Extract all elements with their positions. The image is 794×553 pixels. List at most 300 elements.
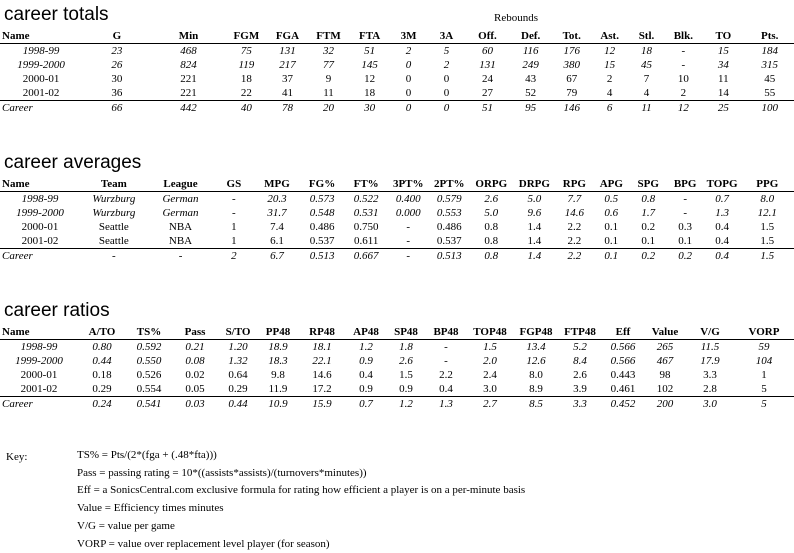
stat-cell: 9.6 [527,207,542,219]
stat-cell: 18.9 [268,341,288,353]
stat-cell: 1.4 [527,235,542,247]
stat-cell: 0.592 [136,341,162,353]
stat-cell: - [232,207,236,219]
stat-cell: 0.541 [126,397,172,412]
stat-cell: 0 [390,101,428,116]
stat-cell: 0.1 [678,235,693,247]
table-row [0,368,794,382]
stat-cell: 9.8 [271,369,285,381]
key-definition-line: V/G = value per game [77,519,175,532]
stat-cell: 1.3 [715,207,729,219]
stat-cell: 4 [643,87,650,99]
stat-cell: 11 [323,87,334,99]
stat-cell: 0 [405,87,412,99]
stat-cell: 34 [717,59,729,71]
stat-cell: 5.2 [573,341,587,353]
column-header: V/G [686,325,734,340]
career-label: Career [0,249,80,264]
stat-cell: 0.4 [704,249,741,264]
stat-cell: 67 [566,73,578,85]
stat-cell: 249 [522,59,539,71]
stat-cell: 23 [111,45,123,57]
stat-cell: 17.2 [312,383,332,395]
stat-cell: 2 [443,59,450,71]
stat-cell: 0.443 [610,369,636,381]
stat-cell: 51 [364,45,376,57]
stat-cell: 217 [279,59,296,71]
stat-cell: 1.5 [760,235,775,247]
table-row [0,340,794,355]
column-header: FGP48 [514,325,558,340]
stat-cell: NBA [168,235,193,247]
stat-cell: - [388,249,429,264]
season-cell: 2001-02 [20,383,58,395]
column-header: 2PT% [429,177,470,192]
stat-cell: 52 [525,87,537,99]
column-header: FG% [300,177,345,192]
stat-cell: 1.20 [228,341,248,353]
stat-cell: 221 [180,73,197,85]
column-header: TS% [126,325,172,340]
stat-cell: 20.3 [267,193,287,205]
career-totals-table [0,29,794,115]
header-row [0,29,794,44]
season-cell: 2000-01 [22,73,60,85]
season-cell: 1998-99 [20,341,58,353]
stat-cell: 0.667 [345,249,388,264]
stat-cell: 0.537 [309,235,335,247]
table-row [0,72,794,86]
season-cell: 2001-02 [22,87,60,99]
stat-cell: - [232,193,236,205]
stat-cell: 100 [745,101,794,116]
stat-cell: 59 [758,341,770,353]
column-header: ORPG [470,177,513,192]
column-header: 3M [390,29,428,44]
key-definition-line: VORP = value over replacement level player (for season) [77,537,330,550]
column-header: MPG [254,177,299,192]
section-title-totals: career totals [4,4,109,25]
stat-cell: 1 [231,235,237,247]
stat-cell: 0.29 [92,383,112,395]
stat-cell: 0 [405,59,412,71]
stat-cell: 8.5 [514,397,558,412]
stat-cell: 18.3 [268,355,288,367]
stat-cell: 2.6 [573,369,587,381]
stat-cell: 1.5 [760,221,775,233]
stat-cell: 18.1 [312,341,332,353]
stat-cell: 0.1 [641,235,656,247]
key-definitions [77,447,525,553]
stat-cell: - [444,355,448,367]
stat-cell: 12 [665,101,701,116]
column-header: G [82,29,152,44]
stat-cell: 13.4 [526,341,546,353]
stat-cell: 6.1 [270,235,284,247]
column-header: TO [701,29,745,44]
stat-cell: 11 [718,73,729,85]
stat-cell: 0.750 [353,221,379,233]
stat-cell: 0.8 [484,221,499,233]
stat-cell: 31.7 [267,207,287,219]
stat-cell: 0.6 [604,207,619,219]
stat-cell: 5.0 [484,207,499,219]
stat-cell: 0.566 [610,341,636,353]
career-row [0,249,794,264]
stat-cell: 5 [761,383,767,395]
stat-cell: 0.611 [353,235,379,247]
stat-cell: 7.4 [270,221,284,233]
stat-cell: 824 [180,59,197,71]
stat-cell: 0.579 [436,193,462,205]
stat-cell: 43 [525,73,537,85]
column-header: TOPG [704,177,741,192]
column-header: AP48 [346,325,386,340]
column-header: PPG [741,177,794,192]
stat-cell: 1 [231,221,237,233]
table-row [0,354,794,368]
stat-cell: 0.4 [439,383,453,395]
stat-cell: 60 [482,45,493,57]
season-cell: 1998-99 [21,193,59,205]
stat-cell: 0.573 [309,193,335,205]
stat-cell: 2.2 [567,221,582,233]
key-definition-line: TS% = Pts/(2*(fga + (.48*fta))) [77,449,217,461]
stat-cell: 0.44 [92,355,112,367]
column-header: Ast. [592,29,628,44]
column-header: RP48 [298,325,346,340]
stat-cell: 221 [180,87,197,99]
stat-cell: 0.5 [604,193,619,205]
column-header: A/TO [78,325,126,340]
stat-cell: 0.400 [395,193,421,205]
stat-cell: 8.4 [573,355,587,367]
career-row [0,397,794,412]
stat-cell: 5 [443,45,450,57]
stat-cell: 0.522 [353,193,379,205]
stat-cell: - [444,341,448,353]
table-row [0,192,794,207]
stat-cell: - [683,193,687,205]
stat-cell: 0.29 [228,383,248,395]
stat-cell: 0.461 [610,383,636,395]
stat-cell: 24 [482,73,493,85]
stat-cell: 15.9 [298,397,346,412]
column-header: DRPG [513,177,556,192]
stat-cell: 18 [240,73,252,85]
key-label: Key: [6,451,28,463]
stat-cell: Wurzburg [92,193,136,205]
stat-cell: 0.452 [602,397,644,412]
stat-cell: 0.03 [172,397,218,412]
stat-cell: 0.4 [715,221,729,233]
stat-cell: 45 [640,59,652,71]
stat-cell: 0 [427,101,465,116]
stat-cell: 0.05 [185,383,205,395]
stat-cell: 0.4 [359,369,373,381]
table-row [0,86,794,101]
stat-cell: 95 [510,101,552,116]
stat-cell: NBA [168,221,193,233]
table-row [0,234,794,249]
stat-cell: 0.7 [715,193,729,205]
career-averages-table [0,177,794,263]
stat-cell: 18 [364,87,376,99]
column-header: Min [152,29,226,44]
stat-cell: 1.2 [359,341,373,353]
career-label: Career [0,397,78,412]
column-header: Name [0,29,82,44]
column-header: SP48 [386,325,426,340]
stat-cell: 11.9 [268,383,288,395]
stat-cell: 5.0 [527,193,542,205]
stat-cell: 0.566 [610,355,636,367]
stat-cell: 15 [604,59,616,71]
column-header: Off. [465,29,509,44]
stat-cell: 9 [325,73,332,85]
stat-cell: 2 [213,249,254,264]
column-header: GS [213,177,254,192]
stat-cell: 0.550 [136,355,162,367]
stat-cell: 0.537 [436,235,462,247]
stat-cell: 0.18 [92,369,112,381]
stat-cell: 66 [82,101,152,116]
stat-cell: - [683,207,687,219]
stat-cell: 2 [405,45,412,57]
stat-cell: 0.7 [346,397,386,412]
column-header: Pass [172,325,218,340]
stat-cell: 0 [405,73,412,85]
stat-cell: 14.6 [564,207,584,219]
table-row [0,44,794,59]
stat-cell: 79 [566,87,578,99]
column-header: APG [593,177,630,192]
stat-cell: 2 [606,73,613,85]
stat-cell: - [681,45,686,57]
stat-cell: 22 [240,87,252,99]
stat-cell: 1.5 [483,341,497,353]
stat-cell: 1.32 [228,355,248,367]
column-header: FGA [267,29,307,44]
stat-cell: 0.1 [593,249,630,264]
stat-cell: 0.513 [300,249,345,264]
stat-cell: 265 [656,341,674,353]
stat-cell: 0.8 [484,235,499,247]
stat-cell: 37 [281,73,293,85]
stat-cell: 77 [323,59,334,71]
stat-cell: 2.8 [703,383,717,395]
column-header: BPG [667,177,704,192]
stat-cell: 8.9 [529,383,543,395]
stat-cell: 14 [717,87,729,99]
stat-cell: 25 [701,101,745,116]
stat-cell: 1.7 [641,207,656,219]
stat-cell: 45 [764,73,776,85]
column-header: BP48 [426,325,466,340]
header-row [0,177,794,192]
career-label: Career [0,101,82,116]
stat-cell: 22.1 [312,355,332,367]
stat-cell: 1.3 [426,397,466,412]
stat-cell: 30 [350,101,390,116]
column-header: TOP48 [466,325,514,340]
stat-cell: 17.9 [700,355,720,367]
stat-cell: 176 [563,45,580,57]
stat-cell: 98 [659,369,671,381]
stat-cell: 2.4 [483,369,497,381]
stat-cell: 0.554 [136,383,162,395]
stat-cell: 3.9 [573,383,587,395]
stat-cell: 146 [552,101,592,116]
stat-cell: 3.3 [558,397,602,412]
column-header: PP48 [258,325,298,340]
stat-cell: 55 [764,87,776,99]
stat-cell: 3.3 [703,369,717,381]
column-header: Team [80,177,148,192]
stat-cell: 2.2 [556,249,593,264]
stat-cell: 0.548 [309,207,335,219]
key-definition-line: Value = Efficiency times minutes [77,502,224,515]
column-header: Pts. [745,29,794,44]
section-title-averages: career averages [4,152,142,173]
stat-cell: 10 [677,73,689,85]
season-cell: 1998-99 [22,45,60,57]
stat-cell: 104 [755,355,773,367]
column-header: FTM [307,29,349,44]
stat-cell: 0.08 [185,355,205,367]
stat-cell: 5 [734,397,794,412]
key-definition-line: Eff = a SonicsCentral.com exclusive formula for rating how efficient a player is on a per-minute basis [77,484,526,497]
stat-cell: 0.4 [715,235,729,247]
stat-cell: 40 [225,101,267,116]
stat-cell: 2.7 [466,397,514,412]
stat-cell: 0.486 [436,221,462,233]
stat-cell: - [406,221,411,233]
season-cell: 2001-02 [21,235,59,247]
section-title-ratios: career ratios [4,300,110,321]
stat-cell: 131 [479,59,496,71]
stat-cell: - [406,235,411,247]
stat-cell: 11 [628,101,666,116]
stat-cell: 36 [111,87,123,99]
stat-cell: 0.8 [470,249,513,264]
stat-cell: 0.9 [359,383,373,395]
stat-cell: 0.80 [92,341,112,353]
stat-cell: 0.9 [399,383,413,395]
stat-cell: German [162,193,199,205]
stat-cell: 0.64 [228,369,248,381]
stat-cell: 0.526 [136,369,162,381]
stat-cell: Seattle [98,221,129,233]
column-header: 3PT% [388,177,429,192]
stat-cell: 0.513 [429,249,470,264]
stat-cell: 30 [111,73,123,85]
stat-cell: 0.1 [604,235,619,247]
stat-cell: 1.4 [527,221,542,233]
table-row [0,58,794,72]
stat-cell: 2.6 [484,193,499,205]
stat-cell: 2.2 [439,369,453,381]
stat-cell: 380 [563,59,580,71]
stat-cell: Seattle [98,235,129,247]
column-header: FGM [225,29,267,44]
stat-cell: - [681,59,686,71]
stat-cell: 0.553 [436,207,462,219]
column-header: Name [0,177,80,192]
stat-cell: 0 [443,87,450,99]
stat-cell: 12.1 [757,207,777,219]
column-header: Value [644,325,686,340]
stat-cell: 10.9 [258,397,298,412]
column-header: Stl. [628,29,666,44]
stat-cell: 0.531 [353,207,379,219]
stat-cell: 27 [482,87,493,99]
stat-cell: - [148,249,214,264]
stat-cell: 6 [592,101,628,116]
table-row [0,382,794,397]
stat-cell: 3.0 [686,397,734,412]
stat-cell: 0.8 [641,193,656,205]
stat-cell: 32 [323,45,334,57]
column-header: RPG [556,177,593,192]
stat-cell: 11.5 [700,341,720,353]
column-header: 3A [427,29,465,44]
stat-cell: 18 [640,45,652,57]
stat-cell: 20 [307,101,349,116]
stat-cell: 0.1 [604,221,619,233]
stat-cell: 1.5 [399,369,413,381]
column-header: Eff [602,325,644,340]
stat-cell: 0.2 [630,249,667,264]
column-header: FTA [350,29,390,44]
stat-cell: 200 [644,397,686,412]
career-ratios-table [0,325,794,411]
stat-cell: 14.6 [312,369,332,381]
stat-cell: 0.2 [641,221,656,233]
season-cell: 2000-01 [20,369,58,381]
stat-cell: 119 [238,59,255,71]
header-row [0,325,794,340]
stat-cell: 12.6 [526,355,546,367]
column-header: SPG [630,177,667,192]
stat-cell: 1.5 [741,249,794,264]
rebounds-group-label: Rebounds [494,12,538,24]
stat-cell: 75 [240,45,252,57]
stat-cell: 131 [279,45,296,57]
stat-cell: 0.486 [309,221,335,233]
stat-cell: 2.2 [567,235,582,247]
stat-cell: 8.0 [529,369,543,381]
stat-cell: 184 [761,45,778,57]
stat-cell: 51 [465,101,509,116]
stat-cell: 442 [152,101,226,116]
column-header: Blk. [665,29,701,44]
stat-cell: 4 [606,87,613,99]
stat-cell: 2.0 [483,355,497,367]
table-row [0,206,794,220]
stat-cell: 0.000 [395,207,421,219]
column-header: S/TO [218,325,258,340]
stat-cell: Wurzburg [92,207,136,219]
stat-cell: 0.24 [78,397,126,412]
column-header: FT% [345,177,388,192]
stat-cell: 1.4 [513,249,556,264]
stat-cell: 12 [364,73,376,85]
stat-cell: 0.3 [678,221,693,233]
column-header: League [148,177,214,192]
column-header: Def. [510,29,552,44]
table-row [0,220,794,234]
